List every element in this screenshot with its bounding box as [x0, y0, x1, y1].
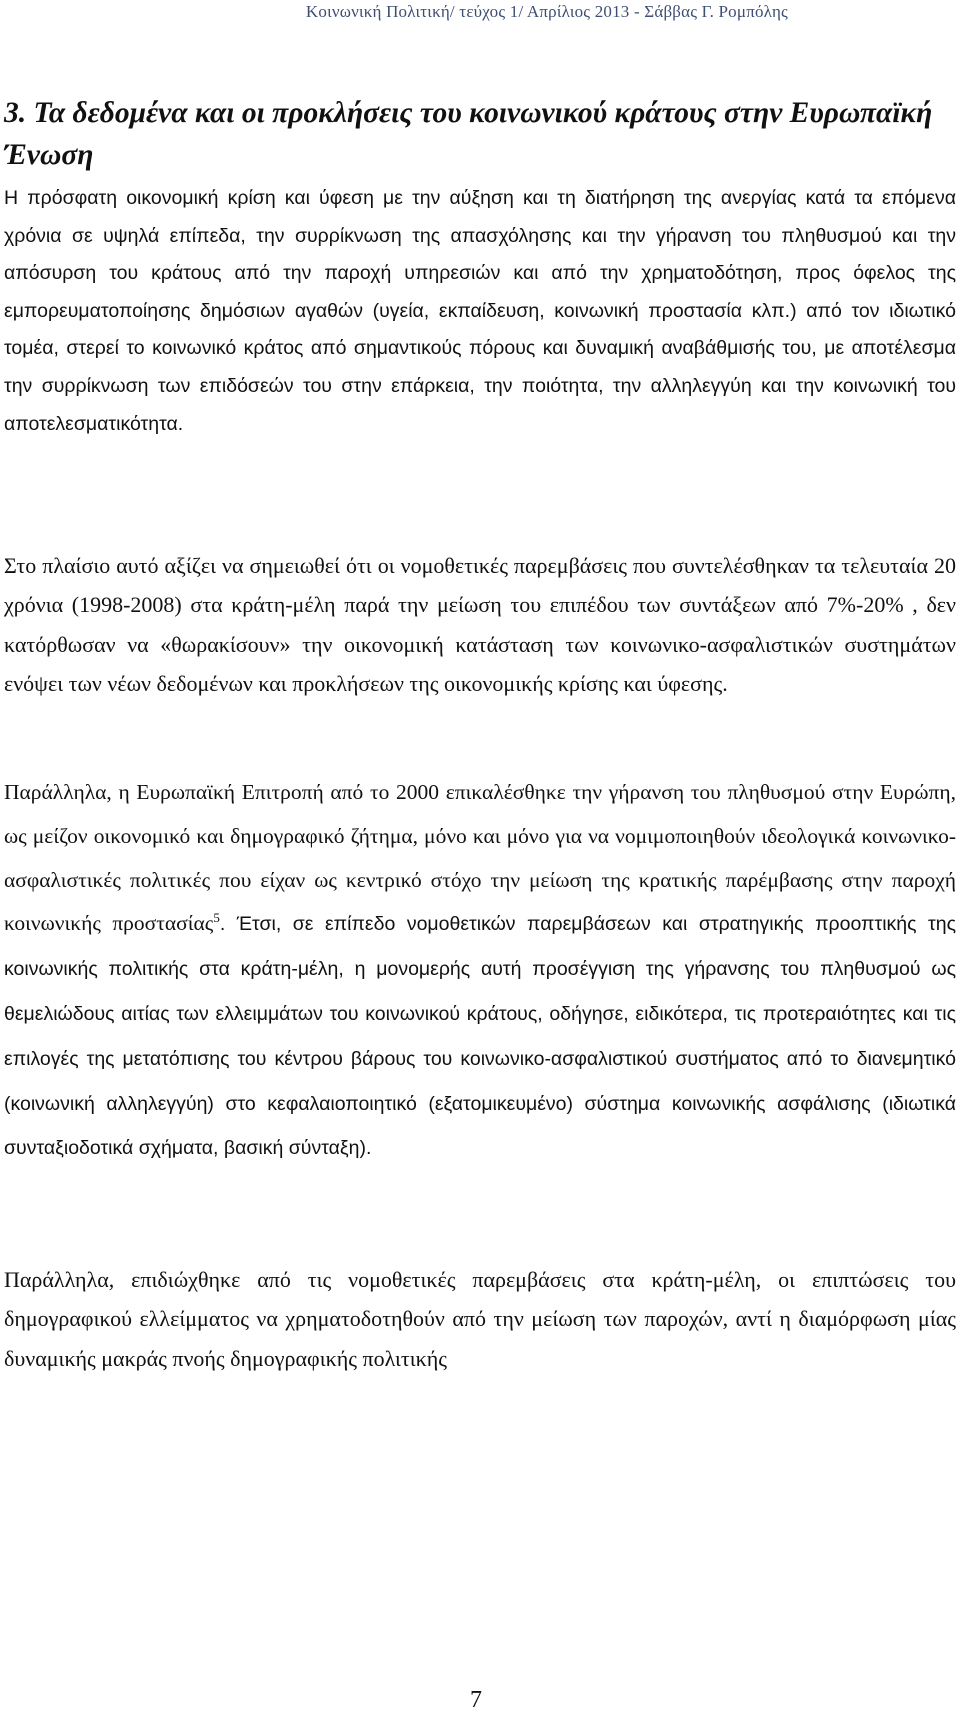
footnote-reference[interactable]: 5 [213, 910, 220, 926]
paragraph-economic-crisis: Η πρόσφατη οικονομική κρίση και ύφεση με την αύξηση και τη διατήρηση της ανεργίας κατά τα επόμενα χρόνια σε υψηλά επίπεδα, την συρρίκνωση της απασχόλησης και την γήρανση του πληθυσμού και την απόσυρση του κράτους από την παροχή υπηρεσιών και από την χρηματοδότηση, προς όφελος της εμπορευματοποίησης δημόσιων αγαθών (υγεία, εκπαίδευση, κοινωνική προστασία κλπ.) από τον ιδιωτικό τομέα, στερεί το κοινωνικό κράτος από σημαντικούς πόρους και δυναμική αναβάθμισής του, με αποτέλεσμα την συρρίκνωση των επιδόσεών του στην επάρκεια, την ποιότητα, την αλληλεγγύη και την κοινωνική του αποτελεσματικότητα. [4, 187, 956, 435]
running-header: Κοινωνική Πολιτική/ τεύχος 1/ Απρίλιος 2013 - Σάββας Γ. Ρομπόλης [305, 2, 788, 21]
paragraph-demographic-deficit: Παράλληλα, επιδιώχθηκε από τις νομοθετικές παρεμβάσεις στα κράτη-μέλη, οι επιπτώσεις του δημογραφικού ελλείμματος να χρηματοδοτηθούν από την μείωση των παροχών, αντί η διαμόρφωση μίας δυναμικής μακράς πνοής δημογραφικής πολιτικής [4, 1267, 956, 1371]
paragraph-european-commission [4, 771, 956, 1171]
page-number: 7 [470, 1687, 482, 1713]
paragraph-european-commission-part2: . Έτσι, σε επίπεδο νομοθετικών παρεμβάσεων και στρατηγικής προοπτικής της κοινωνικής πολιτικής στα κράτη-μέλη, η μονομερής αυτή προσέγγιση της γήρανσης του πληθυσμού ως θεμελιώδους αιτίας των ελλειμμάτων του κοινωνικού κράτους, οδήγησε, ειδικότερα, τις προτεραιότητες και τις επιλογές της μετατόπισης του κέντρου βάρους του κοινωνικο-ασφαλιστικού συστήματος από το διανεμητικό (κοινωνική αλληλεγγύη) στο κεφαλαιοποιητικό (εξατομικευμένο) σύστημα κοινωνικής ασφάλισης (ιδιωτικά συνταξιοδοτικά σχήματα, βασική σύνταξη). [4, 913, 956, 1160]
paragraph-legislative-interventions: Στο πλαίσιο αυτό αξίζει να σημειωθεί ότι οι νομοθετικές παρεμβάσεις που συντελέσθηκαν τα τελευταία 20 χρόνια (1998-2008) στα κράτη-μέλη παρά την μείωση του επιπέδου των συντάξεων από 7%-20% , δεν κατόρθωσαν να «θωρακίσουν» την οικονομική κατάσταση των κοινωνικο-ασφαλιστικών συστημάτων ενόψει των νέων δεδομένων και προκλήσεων της οικονομικής κρίσης και ύφεσης. [4, 553, 956, 697]
section-title: 3. Τα δεδομένα και οι προκλήσεις του κοινωνικού κράτους στην Ευρωπαϊκή Ένωση [4, 97, 933, 171]
paragraph-european-commission-part1: Παράλληλα, η Ευρωπαϊκή Επιτροπή από το 2000 επικαλέσθηκε την γήρανση του πληθυσμού στην Ευρώπη, ως μείζον οικονομικό και δημογραφικό ζήτημα, μόνο και μόνο για να νομιμοποιηθούν ιδεολογικά κοινωνικο-ασφαλιστικές πολιτικές που είχαν ως κεντρικό στόχο την μείωση της κρατικής παρέμβασης στην παροχή κοινωνικής προστασίας [4, 780, 956, 936]
